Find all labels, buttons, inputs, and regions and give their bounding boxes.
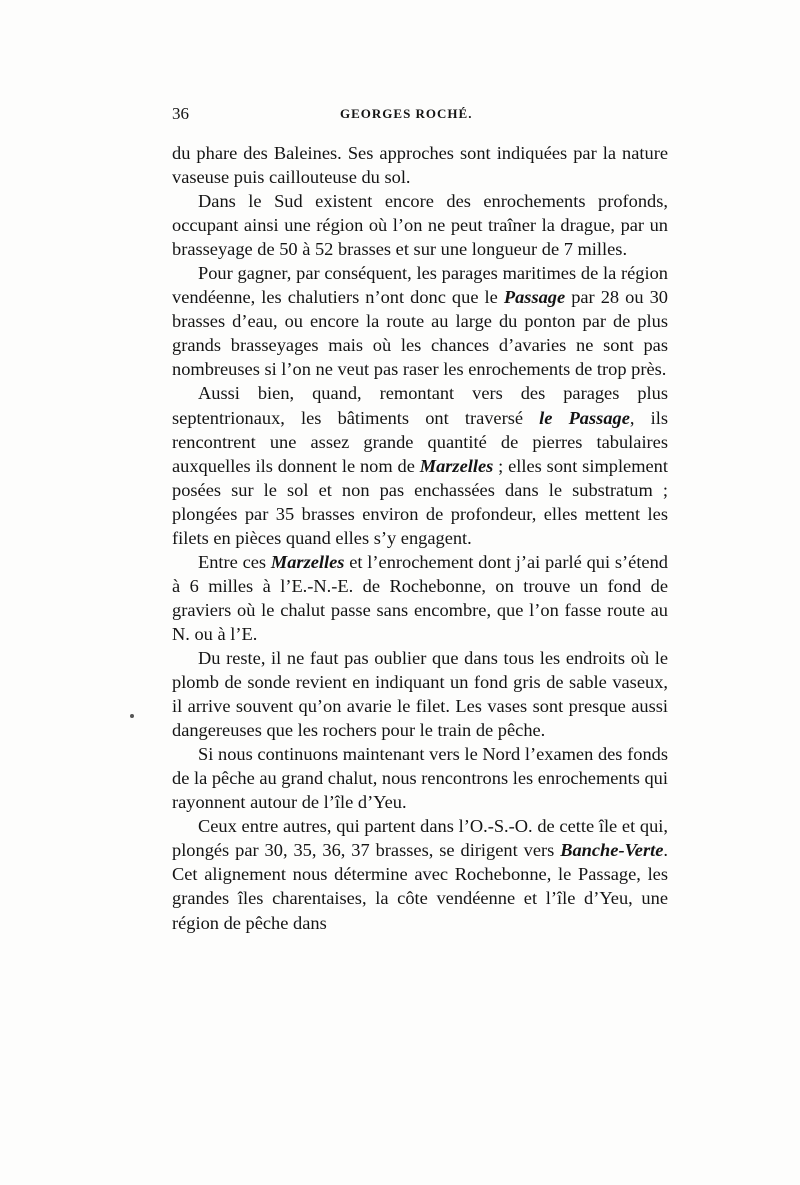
text-run: Entre ces (198, 551, 271, 572)
paragraph (172, 742, 668, 814)
italic-term: Banche-Verte (560, 840, 664, 861)
text-run: , ils rencontrent une assez grande quantité de pierres tabulaires auxquelles ils donnent le nom de (172, 407, 668, 476)
text-run: ; elles sont simplement posées sur le sol et non pas enchassées dans le substratum ; plongées par 35 brasses environ de profondeur, elles mettent les filets en pièces quand elles s’y engagent. (172, 455, 668, 548)
running-title: GEORGES ROCHÉ. (340, 106, 473, 121)
italic-term: le Passage (539, 407, 630, 428)
body-text (172, 141, 668, 935)
paragraph (172, 141, 668, 189)
text-run: et l’enrochement dont j’ai parlé qui s’étend à 6 milles à l’E.-N.-E. de Rochebonne, on trouve un fond de graviers où le chalut passe sans encombre, que l’on fasse route au N. ou à l’E. (172, 551, 668, 644)
italic-term: Marzelles (419, 455, 494, 476)
italic-term: Passage (503, 287, 566, 308)
page-number: 36 (172, 104, 189, 123)
text-run: du phare des Baleines. Ses approches sont indiquées par la nature vaseuse puis caillouteuse du sol. (172, 143, 668, 188)
paragraph (172, 381, 668, 549)
paragraph (172, 189, 668, 261)
text-run: par 28 ou 30 brasses d’eau, ou encore la route au large du ponton par de plus grands brasseyages mais où les chances d’avaries ne sont pas nombreuses si l’on ne veut pas raser les enrochements de trop près. (172, 287, 668, 380)
text-run: Ceux entre autres, qui partent dans l’O.-S.-O. de cette île et qui, plongés par 30, 35, 36, 37 brasses, se dirigent vers (172, 816, 668, 861)
paragraph (172, 814, 668, 934)
paragraph (172, 550, 668, 646)
text-run: Du reste, il ne faut pas oublier que dans tous les endroits où le plomb de sonde revient en indiquant un fond gris de sable vaseux, il arrive souvent qu’on avarie le filet. Les vases sont presque aussi dangereuses que les rochers pour le train de pêche. (172, 647, 668, 741)
text-run: . Cet alignement nous détermine avec Rochebonne, le Passage, les grandes îles charentaises, la côte vendéenne et l’île d’Yeu, une région de pêche dans (172, 840, 668, 933)
paragraph (172, 261, 668, 381)
print-speck (130, 714, 134, 718)
text-run: Pour gagner, par conséquent, les parages maritimes de la région vendéenne, les chalutiers n’ont donc que le (172, 263, 668, 308)
text-run: Si nous continuons maintenant vers le Nord l’examen des fonds de la pêche au grand chalut, nous rencontrons les enrochements qui rayonnent autour de l’île d’Yeu. (172, 744, 668, 813)
text-run: Dans le Sud existent encore des enrochements profonds, occupant ainsi une région où l’on ne peut traîner la drague, par un brasseyage de 50 à 52 brasses et sur une longueur de 7 milles. (172, 191, 668, 260)
page-header (172, 104, 668, 134)
paragraph (172, 646, 668, 742)
text-run: Aussi bien, quand, remontant vers des parages plus septentrionaux, les bâtiments ont traversé (172, 383, 668, 428)
italic-term: Marzelles (270, 551, 345, 572)
